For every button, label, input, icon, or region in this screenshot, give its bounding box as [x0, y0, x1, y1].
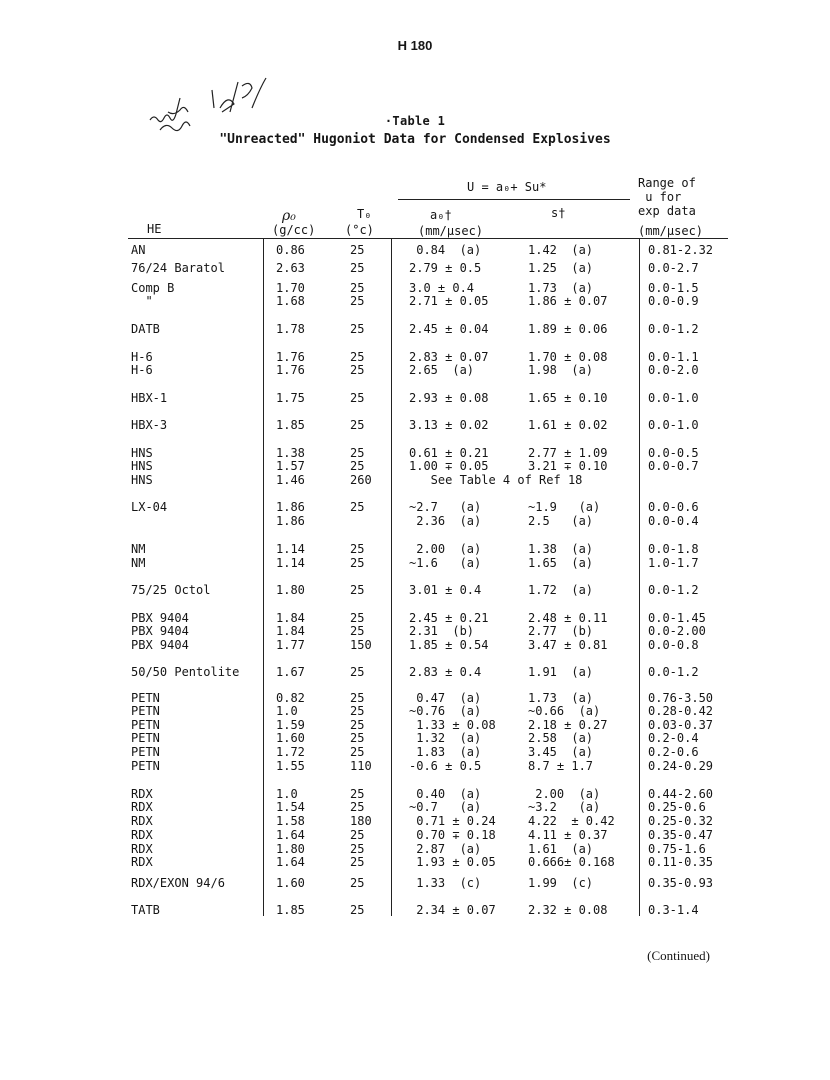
- cell-a: 2.83 ± 0.4: [409, 665, 482, 679]
- cell-a: 2.36 (a): [409, 514, 482, 528]
- cell-s: ~0.66 (a): [528, 704, 601, 718]
- cell-r: 0.44-2.60: [648, 787, 714, 801]
- cell-rho: 2.63: [276, 261, 305, 275]
- cell-r: 0.0-1.45: [648, 611, 706, 625]
- cell-t: 25: [350, 745, 365, 759]
- cell-rho: 1.58: [276, 814, 305, 828]
- cell-a: 1.83 (a): [409, 745, 482, 759]
- cell-a: 2.79 ± 0.5: [409, 261, 482, 275]
- cell-s: 3.45 (a): [528, 745, 594, 759]
- cell-rho: 1.14: [276, 556, 305, 570]
- cell-s: ~1.9 (a): [528, 500, 601, 514]
- cell-a: 1.32 (a): [409, 731, 482, 745]
- cell-he: PETN: [131, 731, 160, 745]
- cell-t: 25: [350, 391, 365, 405]
- rho-header: ρ₀: [282, 208, 296, 224]
- cell-s: 4.22 ± 0.42: [528, 814, 615, 828]
- cell-rho: 1.85: [276, 418, 305, 432]
- cell-t: 25: [350, 624, 365, 638]
- cell-rho: 1.57: [276, 459, 305, 473]
- cell-r: 0.0-1.1: [648, 350, 699, 364]
- cell-t: 25: [350, 855, 365, 869]
- cell-r: 0.76-3.50: [648, 691, 714, 705]
- cell-r: 0.0-0.7: [648, 459, 699, 473]
- cell-he: PBX 9404: [131, 611, 189, 625]
- cell-a: 3.01 ± 0.4: [409, 583, 482, 597]
- cell-t: 25: [350, 583, 365, 597]
- cell-rho: 1.0: [276, 704, 298, 718]
- cell-r: 0.03-0.37: [648, 718, 714, 732]
- cell-r: 0.0-1.0: [648, 391, 699, 405]
- range-header: Range of u for exp data: [638, 176, 696, 218]
- cell-s: 1.38 (a): [528, 542, 594, 556]
- cell-rho: 1.0: [276, 787, 298, 801]
- cell-t: 25: [350, 322, 365, 336]
- cell-he: HBX-3: [131, 418, 168, 432]
- cell-he: RDX: [131, 842, 153, 856]
- cell-he: NM: [131, 542, 146, 556]
- cell-t: 25: [350, 718, 365, 732]
- cell-rho: 1.86: [276, 500, 305, 514]
- cell-r: 0.0-1.5: [648, 281, 699, 295]
- cell-t: 25: [350, 731, 365, 745]
- cell-t: 25: [350, 261, 365, 275]
- cell-a: ~2.7 (a): [409, 500, 482, 514]
- cell-r: 0.0-1.2: [648, 583, 699, 597]
- cell-a: 0.61 ± 0.21: [409, 446, 489, 460]
- rho-unit: (g/cc): [272, 223, 316, 237]
- cell-a: 2.71 ± 0.05: [409, 294, 489, 308]
- cell-r: 0.0-0.4: [648, 514, 699, 528]
- cell-s: 1.61 (a): [528, 842, 594, 856]
- cell-t: 25: [350, 704, 365, 718]
- cell-t: 25: [350, 500, 365, 514]
- cell-rho: 1.75: [276, 391, 305, 405]
- cell-s: 1.70 ± 0.08: [528, 350, 608, 364]
- cell-r: 0.24-0.29: [648, 759, 714, 773]
- cell-he: 75/25 Octol: [131, 583, 211, 597]
- cell-t: 25: [350, 787, 365, 801]
- cell-s: 1.65 (a): [528, 556, 594, 570]
- cell-t: 110: [350, 759, 372, 773]
- cell-a: 0.84 (a): [409, 243, 482, 257]
- cell-he: TATB: [131, 903, 160, 917]
- cell-a: 2.93 ± 0.08: [409, 391, 489, 405]
- cell-rho: 1.46: [276, 473, 305, 487]
- cell-he: PETN: [131, 745, 160, 759]
- cell-a: 0.70 ∓ 0.18: [409, 828, 496, 842]
- cell-s: 1.89 ± 0.06: [528, 322, 608, 336]
- cell-s: 0.666± 0.168: [528, 855, 615, 869]
- s-header: s†: [551, 206, 566, 220]
- cell-he: RDX/EXON 94/6: [131, 876, 225, 890]
- cell-t: 260: [350, 473, 372, 487]
- cell-t: 150: [350, 638, 372, 652]
- cell-he: RDX: [131, 800, 153, 814]
- cell-s: 1.98 (a): [528, 363, 594, 377]
- cell-rho: 0.82: [276, 691, 305, 705]
- cell-rho: 1.72: [276, 745, 305, 759]
- cell-t: 25: [350, 281, 365, 295]
- cell-s: 4.11 ± 0.37: [528, 828, 608, 842]
- cell-a: -0.6 ± 0.5: [409, 759, 482, 773]
- cell-he: PBX 9404: [131, 624, 189, 638]
- cell-s: 8.7 ± 1.7: [528, 759, 594, 773]
- continued-note: (Continued): [647, 948, 710, 963]
- cell-t: 25: [350, 418, 365, 432]
- cell-a: ~0.76 (a): [409, 704, 482, 718]
- cell-r: 0.0-0.9: [648, 294, 699, 308]
- cell-s: 2.5 (a): [528, 514, 594, 528]
- cell-s: 3.21 ∓ 0.10: [528, 459, 608, 473]
- cell-s: 2.48 ± 0.11: [528, 611, 608, 625]
- cell-s: 1.72 (a): [528, 583, 594, 597]
- cell-r: 1.0-1.7: [648, 556, 699, 570]
- cell-he: H-6: [131, 363, 153, 377]
- cell-r: 0.0-1.0: [648, 418, 699, 432]
- cell-rho: 1.38: [276, 446, 305, 460]
- cell-he: HBX-1: [131, 391, 168, 405]
- cell-a: 2.34 ± 0.07: [409, 903, 496, 917]
- cell-he: PETN: [131, 759, 160, 773]
- cell-t: 25: [350, 828, 365, 842]
- cell-rho: 1.77: [276, 638, 305, 652]
- cell-t: 25: [350, 665, 365, 679]
- cell-t: 25: [350, 363, 365, 377]
- cell-he: H-6: [131, 350, 153, 364]
- cell-r: 0.0-0.8: [648, 638, 699, 652]
- cell-r: 0.11-0.35: [648, 855, 714, 869]
- cell-a: 1.00 ∓ 0.05: [409, 459, 489, 473]
- cell-s: 1.65 ± 0.10: [528, 391, 608, 405]
- cell-a: 1.33 ± 0.08: [409, 718, 496, 732]
- cell-s: 1.73 (a): [528, 691, 594, 705]
- cell-t: 25: [350, 459, 365, 473]
- cell-r: 0.0-0.5: [648, 446, 699, 460]
- cell-a: 1.33 (c): [409, 876, 482, 890]
- cell-a: 2.45 ± 0.04: [409, 322, 489, 336]
- cell-he: AN: [131, 243, 146, 257]
- cell-t: 25: [350, 903, 365, 917]
- cell-s: 1.73 (a): [528, 281, 594, 295]
- range-unit: (mm/μsec): [638, 224, 704, 238]
- cell-rho: 1.67: [276, 665, 305, 679]
- cell-rho: 1.60: [276, 731, 305, 745]
- cell-a: 1.93 ± 0.05: [409, 855, 496, 869]
- cell-s: 1.86 ± 0.07: [528, 294, 608, 308]
- cell-he: NM: [131, 556, 146, 570]
- cell-s: 2.58 (a): [528, 731, 594, 745]
- cell-a: 0.71 ± 0.24: [409, 814, 496, 828]
- cell-he: HNS: [131, 459, 153, 473]
- cell-he: 50/50 Pentolite: [131, 665, 240, 679]
- cell-r: 0.35-0.47: [648, 828, 714, 842]
- cell-he: LX-04: [131, 500, 168, 514]
- cell-he: RDX: [131, 828, 153, 842]
- cell-a: See Table 4 of Ref 18: [409, 473, 583, 487]
- cell-s: 3.47 ± 0.81: [528, 638, 608, 652]
- cell-he: PETN: [131, 718, 160, 732]
- cell-a: 1.85 ± 0.54: [409, 638, 489, 652]
- cell-r: 0.25-0.6: [648, 800, 706, 814]
- cell-t: 25: [350, 842, 365, 856]
- cell-t: 25: [350, 350, 365, 364]
- cell-he: RDX: [131, 855, 153, 869]
- cell-a: 0.40 (a): [409, 787, 482, 801]
- cell-he: 76/24 Baratol: [131, 261, 225, 275]
- cell-a: 2.00 (a): [409, 542, 482, 556]
- cell-rho: 1.14: [276, 542, 305, 556]
- cell-he: HNS: [131, 446, 153, 460]
- cell-rho: 1.85: [276, 903, 305, 917]
- cell-rho: 1.55: [276, 759, 305, 773]
- cell-r: 0.25-0.32: [648, 814, 714, 828]
- cell-t: 25: [350, 294, 365, 308]
- cell-t: 25: [350, 446, 365, 460]
- cell-rho: 1.70: [276, 281, 305, 295]
- cell-t: 25: [350, 556, 365, 570]
- cell-rho: 1.54: [276, 800, 305, 814]
- cell-rho: 1.76: [276, 350, 305, 364]
- cell-t: 25: [350, 691, 365, 705]
- cell-rho: 1.59: [276, 718, 305, 732]
- cell-r: 0.0-1.2: [648, 665, 699, 679]
- cell-rho: 0.86: [276, 243, 305, 257]
- cell-s: ~3.2 (a): [528, 800, 601, 814]
- cell-s: 1.42 (a): [528, 243, 594, 257]
- cell-r: 0.0-2.00: [648, 624, 706, 638]
- cell-rho: 1.84: [276, 624, 305, 638]
- cell-r: 0.3-1.4: [648, 903, 699, 917]
- cell-he: Comp B: [131, 281, 175, 295]
- cell-he: HNS: [131, 473, 153, 487]
- cell-he: RDX: [131, 814, 153, 828]
- cell-he: PETN: [131, 704, 160, 718]
- a-unit: (mm/μsec): [418, 224, 484, 238]
- cell-r: 0.0-2.7: [648, 261, 699, 275]
- cell-a: 3.13 ± 0.02: [409, 418, 489, 432]
- table-number: ·Table 1: [384, 114, 446, 128]
- cell-a: 2.65 (a): [409, 363, 475, 377]
- cell-r: 0.0-1.2: [648, 322, 699, 336]
- cell-r: 0.81-2.32: [648, 243, 714, 257]
- cell-s: 1.25 (a): [528, 261, 594, 275]
- cell-r: 0.28-0.42: [648, 704, 714, 718]
- cell-he: ": [131, 294, 153, 308]
- cell-s: 2.32 ± 0.08: [528, 903, 608, 917]
- cell-he: PBX 9404: [131, 638, 189, 652]
- cell-a: 2.83 ± 0.07: [409, 350, 489, 364]
- cell-s: 2.77 (b): [528, 624, 594, 638]
- cell-rho: 1.76: [276, 363, 305, 377]
- cell-t: 25: [350, 876, 365, 890]
- cell-t: 180: [350, 814, 372, 828]
- cell-a: 2.45 ± 0.21: [409, 611, 489, 625]
- table-title: "Unreacted" Hugoniot Data for Condensed Explosives: [219, 132, 611, 147]
- cell-rho: 1.64: [276, 828, 305, 842]
- a-header: a₀†: [430, 208, 452, 222]
- cell-a: 0.47 (a): [409, 691, 482, 705]
- cell-s: 1.91 (a): [528, 665, 594, 679]
- cell-s: 2.18 ± 0.27: [528, 718, 608, 732]
- cell-he: PETN: [131, 691, 160, 705]
- cell-r: 0.0-1.8: [648, 542, 699, 556]
- cell-r: 0.35-0.93: [648, 876, 714, 890]
- cell-s: 2.00 (a): [528, 787, 601, 801]
- cell-he: DATB: [131, 322, 160, 336]
- cell-a: 2.87 (a): [409, 842, 482, 856]
- cell-t: 25: [350, 611, 365, 625]
- cell-t: 25: [350, 800, 365, 814]
- cell-rho: 1.80: [276, 583, 305, 597]
- cell-rho: 1.86: [276, 514, 305, 528]
- cell-rho: 1.68: [276, 294, 305, 308]
- cell-r: 0.0-0.6: [648, 500, 699, 514]
- cell-r: 0.2-0.4: [648, 731, 699, 745]
- cell-rho: 1.84: [276, 611, 305, 625]
- cell-t: 25: [350, 542, 365, 556]
- he-header: HE: [147, 222, 162, 236]
- cell-s: 2.77 ± 1.09: [528, 446, 608, 460]
- cell-a: ~1.6 (a): [409, 556, 482, 570]
- cell-s: 1.61 ± 0.02: [528, 418, 608, 432]
- cell-rho: 1.78: [276, 322, 305, 336]
- cell-t: 25: [350, 243, 365, 257]
- cell-rho: 1.80: [276, 842, 305, 856]
- cell-a: ~0.7 (a): [409, 800, 482, 814]
- cell-a: 2.31 (b): [409, 624, 475, 638]
- cell-he: RDX: [131, 787, 153, 801]
- equation-header: U = a₀+ Su*: [467, 180, 547, 194]
- cell-r: 0.75-1.6: [648, 842, 706, 856]
- cell-r: 0.0-2.0: [648, 363, 699, 377]
- cell-rho: 1.64: [276, 855, 305, 869]
- cell-r: 0.2-0.6: [648, 745, 699, 759]
- cell-a: 3.0 ± 0.4: [409, 281, 475, 295]
- cell-s: 1.99 (c): [528, 876, 594, 890]
- cell-rho: 1.60: [276, 876, 305, 890]
- t-header: T₀: [357, 207, 372, 221]
- t-unit: (°c): [345, 223, 374, 237]
- page-number: H 180: [397, 38, 433, 53]
